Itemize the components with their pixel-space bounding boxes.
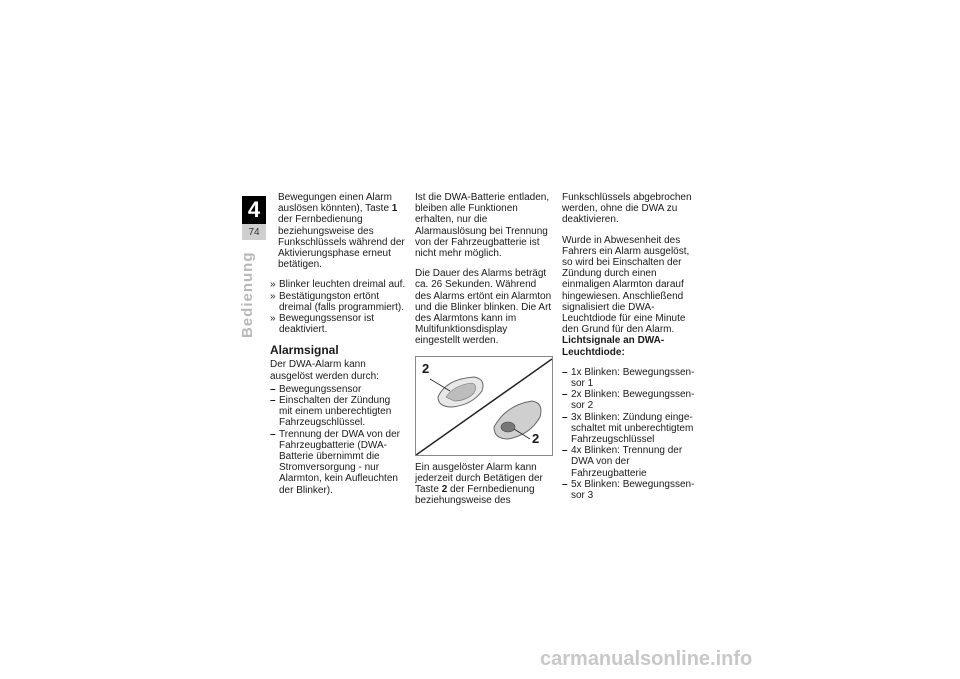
light-signal-list: [562, 367, 702, 501]
trigger-item: – Einschalten der Zündung mit einem unberechtigten Fahrzeugschlüssel.: [270, 395, 406, 429]
trigger-list: [270, 384, 406, 496]
result-item: » Bestätigungston ertönt dreimal (falls programmiert).: [270, 291, 406, 313]
column-3: [562, 192, 702, 509]
intro-key-number: 1: [391, 203, 398, 215]
cancel-text-b: der Fernbedienung beziehungsweise des: [415, 484, 535, 507]
intro-rest-text: der Fernbedienung beziehungsweise des Funkschlüssels während der Aktivierungsphase erneut betätigen.: [278, 214, 405, 271]
page-number: 74: [242, 224, 266, 240]
alarm-lead-text: Der DWA-Alarm kann ausgelöst werden durch:: [270, 359, 379, 382]
site-watermark: carmanualsonline.info: [540, 648, 753, 670]
battery-paragraph: Ist die DWA-Batterie entladen, bleiben alle Funktionen erhalten, nur die Alarmauslösung bei Trennung von der Fahrzeugbatterie ist nicht mehr möglich.: [415, 192, 550, 260]
absence-paragraph: Wurde in Abwesenheit des Fahrers ein Alarm ausgelöst, so wird bei Einschalten der Zündung durch einen einmaligen Alarmton darauf hingewiesen. Anschließend signalisiert die DWA-Leuchtdiode für eine Minute den Grund für den Alarm.: [562, 234, 690, 336]
chapter-number-tab: 4: [242, 196, 266, 224]
figure-label-bottom: 2: [532, 430, 540, 446]
result-item: » Blinker leuchten dreimal auf.: [270, 279, 406, 290]
alarm-duration-paragraph: Die Dauer des Alarms beträgt ca. 26 Sekunden. Während des Alarms ertönt ein Alarmton und die Blinker blinken. Die Art des Alarmtons kann im Multifunktionsdisplay eingestellt werden.: [415, 268, 552, 347]
light-signals-heading: Lichtsignale an DWA-Leuchtdiode:: [562, 335, 665, 358]
section-heading-alarmsignal: Alarmsignal: [270, 343, 339, 358]
light-signal-item: – 5x Blinken: Bewegungssensor 3: [562, 479, 702, 501]
intro-paragraph: [270, 192, 406, 270]
trigger-item: – Bewegungssensor: [270, 384, 406, 395]
light-signal-item: – 4x Blinken: Trennung der DWA von der Fahrzeugbatterie: [562, 445, 702, 479]
section-side-title: Bedienung: [239, 251, 256, 338]
result-list: [270, 279, 406, 335]
light-signal-item: – 3x Blinken: Zündung eingeschaltet mit unberechtigtem Fahrzeugschlüssel: [562, 412, 702, 446]
light-signal-item: – 2x Blinken: Bewegungssensor 2: [562, 389, 702, 411]
cancel-alarm-paragraph: [415, 462, 553, 507]
figure-label-top: 2: [422, 360, 430, 376]
abort-paragraph: Funkschlüssels abgebrochen werden, ohne die DWA zu deaktivieren.: [562, 192, 692, 226]
remote-key-figure: [415, 356, 553, 456]
column-2: [415, 192, 553, 515]
cancel-key-number: 2: [441, 484, 448, 496]
cancel-text-a: Ein ausgelöster Alarm kann jederzeit durch Betätigen der Taste: [415, 461, 543, 496]
column-1: [270, 192, 406, 504]
intro-text: Bewegungen einen Alarm auslösen könnten), Taste: [278, 192, 392, 215]
trigger-item: – Trennung der DWA von der Fahrzeugbatterie (DWA-Batterie übernimmt die Stromversorgung - nur Alarmton, kein Aufleuchten der Blinker).: [270, 429, 406, 496]
result-item: » Bewegungssensor ist deaktiviert.: [270, 313, 406, 335]
light-signal-item: – 1x Blinken: Bewegungssensor 1: [562, 367, 702, 389]
